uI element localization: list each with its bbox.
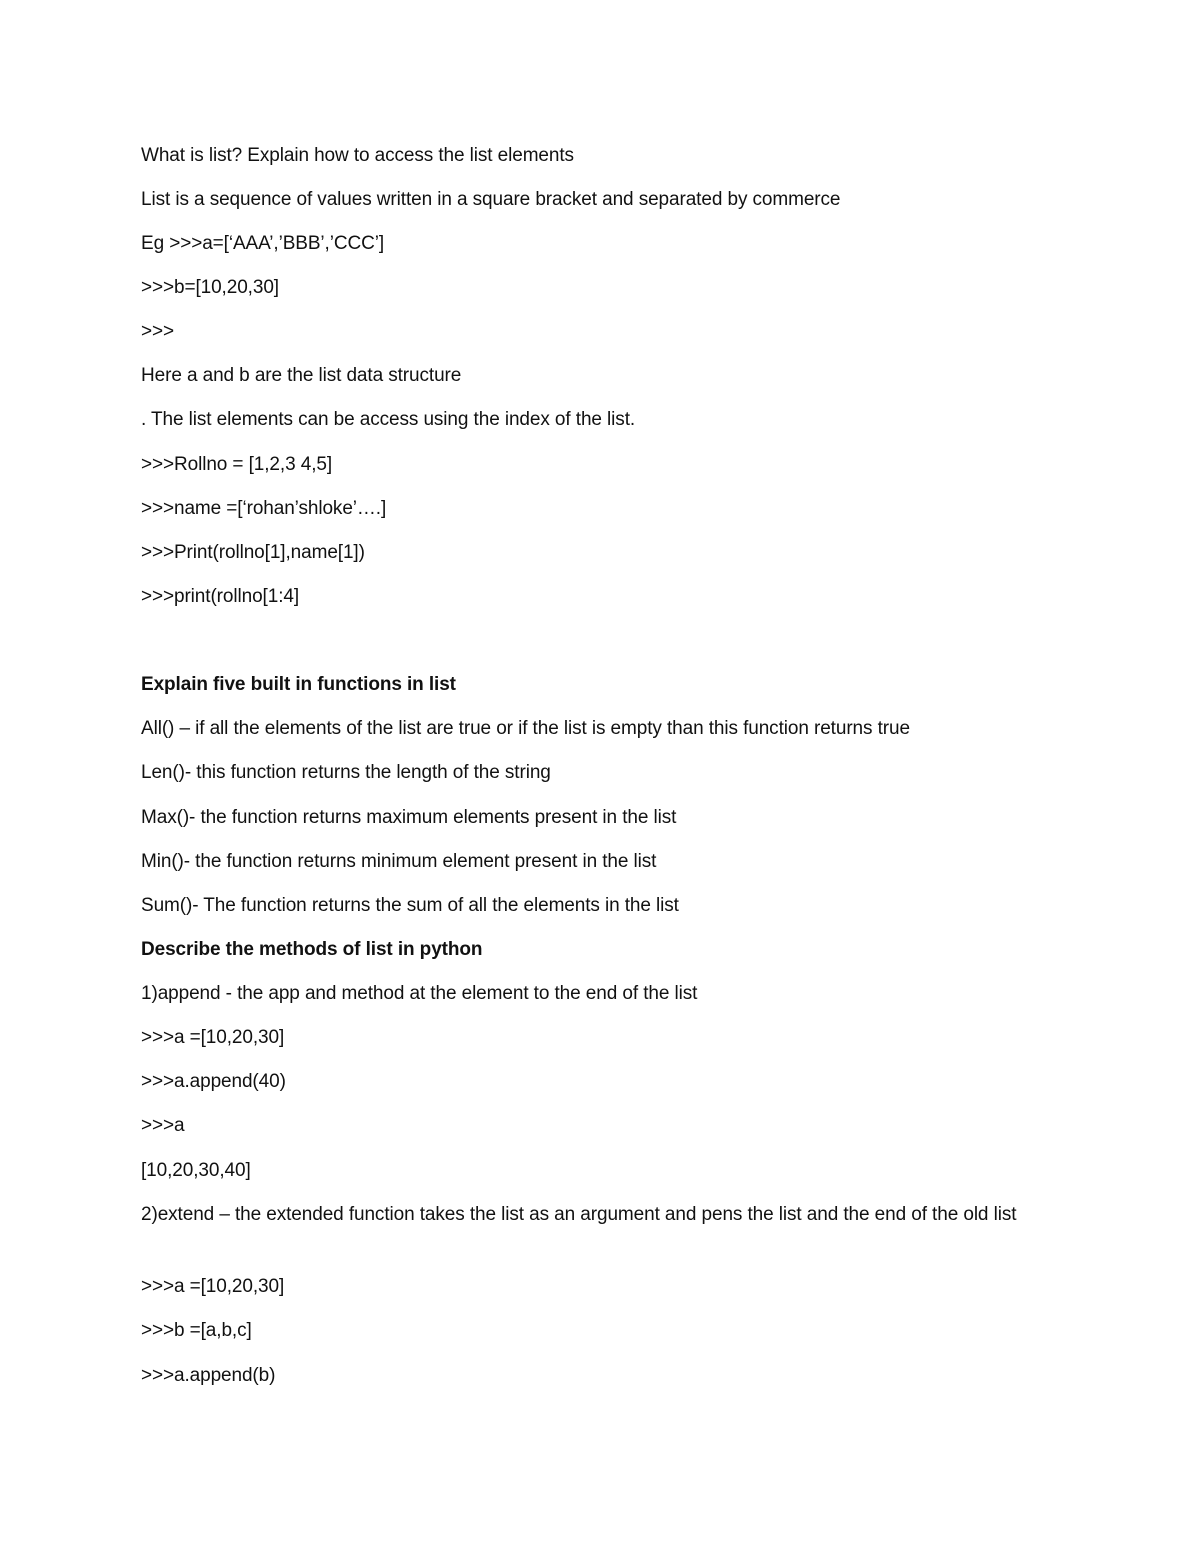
code-line: >>>b =[a,b,c]	[141, 1320, 252, 1341]
code-line: >>>a.append(b)	[141, 1365, 276, 1386]
code-line: >>>a	[141, 1115, 185, 1136]
function-description: Max()- the function returns maximum elements present in the list	[141, 807, 677, 828]
paragraph-line: List is a sequence of values written in a square bracket and separated by commerce	[141, 189, 841, 210]
code-line: >>>a.append(40)	[141, 1071, 286, 1092]
section-heading-builtin-functions: Explain five built in functions in list	[141, 674, 456, 695]
question-heading-list: What is list? Explain how to access the list elements	[141, 145, 574, 166]
code-line: >>>	[141, 321, 174, 342]
function-description: Min()- the function returns minimum element present in the list	[141, 851, 657, 872]
code-line: >>>print(rollno[1:4]	[141, 586, 300, 607]
code-line: Eg >>>a=[‘AAA’,’BBB’,’CCC’]	[141, 233, 385, 254]
method-description: 2)extend – the extended function takes the list as an argument and pens the list and the end of the old list	[141, 1204, 1017, 1225]
function-description: Len()- this function returns the length of the string	[141, 762, 551, 783]
section-heading-list-methods: Describe the methods of list in python	[141, 939, 483, 960]
function-description: All() – if all the elements of the list are true or if the list is empty than this function returns true	[141, 718, 910, 739]
paragraph-line: . The list elements can be access using the index of the list.	[141, 409, 636, 430]
code-line: >>>Rollno = [1,2,3 4,5]	[141, 454, 333, 475]
code-line: >>>a =[10,20,30]	[141, 1276, 285, 1297]
code-output: [10,20,30,40]	[141, 1160, 251, 1181]
code-line: >>>Print(rollno[1],name[1])	[141, 542, 365, 563]
paragraph-line: Here a and b are the list data structure	[141, 365, 462, 386]
method-description: 1)append - the app and method at the element to the end of the list	[141, 983, 698, 1004]
code-line: >>>name =[‘rohan’shloke’….]	[141, 498, 387, 519]
function-description: Sum()- The function returns the sum of all the elements in the list	[141, 895, 679, 916]
code-line: >>>a =[10,20,30]	[141, 1027, 285, 1048]
code-line: >>>b=[10,20,30]	[141, 277, 279, 298]
